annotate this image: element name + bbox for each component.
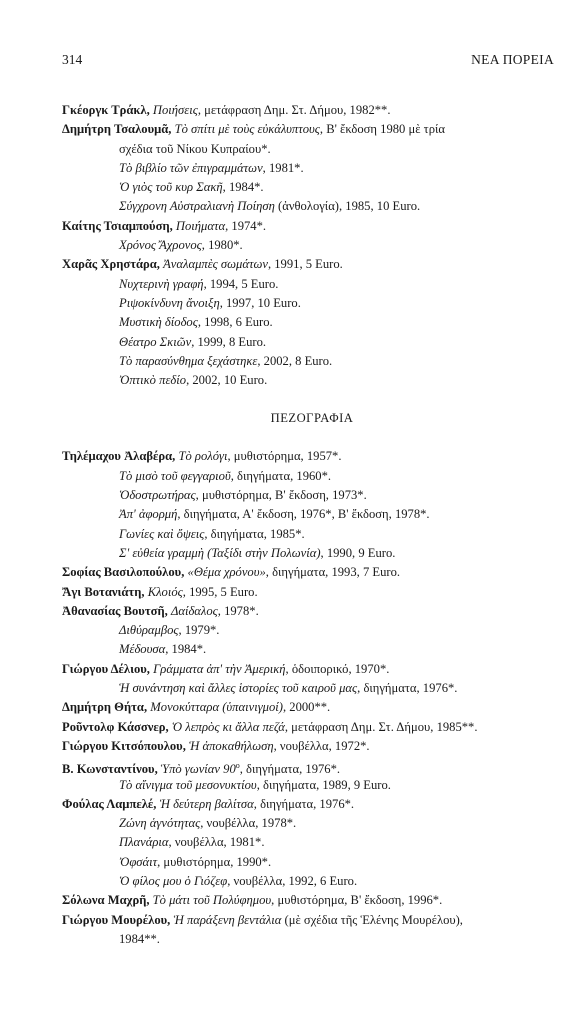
entry-title: Μονοκύτταρα (ὑπαινιγμοί)	[150, 700, 283, 715]
catalogue-entry	[62, 178, 562, 197]
entry-details: , 1995, 5 Euro.	[182, 584, 258, 599]
entry-details: , 2002, 10 Euro.	[186, 373, 268, 388]
entry-author: Β. Κωνσταντίνου,	[62, 762, 158, 777]
catalogue-entry	[62, 911, 562, 930]
catalogue-entry	[62, 583, 562, 602]
entry-title: Ὀπτικὸ πεδίο	[119, 373, 187, 388]
entry-details: , νουβέλλα, 1972*.	[273, 738, 370, 753]
entry-author: Τηλέμαχου Ἀλαβέρα,	[62, 449, 176, 464]
catalogue-entry	[62, 505, 562, 524]
entry-details: (ἀνθολογία), 1985, 10 Euro.	[274, 199, 421, 214]
entry-details: , νουβέλλα, 1978*.	[200, 816, 297, 831]
entry-details: , 1994, 5 Euro.	[203, 276, 279, 291]
entry-author: Γιώργου Κιτσόπουλου,	[62, 738, 186, 753]
entry-title: Ὁδοστρωτήρας	[119, 488, 196, 503]
entry-details: , 1984*.	[222, 180, 264, 195]
catalogue-entry	[62, 602, 562, 621]
entry-title: Τὸ βιβλίο τῶν ἐπιγραμμάτων	[119, 160, 263, 175]
entry-author: Φούλας Λαμπελέ,	[62, 796, 157, 811]
entry-title: Σύγχρονη Αὐστραλιανὴ Ποίηση	[119, 199, 275, 214]
entry-author: Γκέοργκ Τράκλ,	[62, 103, 150, 117]
entry-details: , μυθιστόρημα, Β' ἔκδοση, 1996*.	[271, 893, 443, 908]
prose-list	[62, 447, 562, 949]
entry-details: , 1984*.	[165, 642, 207, 657]
section-title: ΠΕΖΟΓΡΑΦΙΑ	[270, 411, 354, 426]
entry-title: Ἀναλαμπὲς σωμάτων	[163, 257, 268, 272]
catalogue-entry	[62, 525, 562, 544]
catalogue-entry	[62, 737, 562, 756]
entry-details: 1984**.	[119, 931, 160, 946]
catalogue-entry	[62, 621, 562, 640]
catalogue-entry	[62, 891, 562, 910]
entry-details: , 1974*.	[225, 218, 267, 233]
catalogue-entry	[62, 660, 562, 679]
entry-superscript: ο	[235, 761, 240, 771]
entry-title: Ὑπὸ γωνίαν 90	[160, 762, 236, 777]
catalogue-entry	[62, 814, 562, 833]
catalogue-entry	[62, 872, 562, 891]
entry-title: Νυχτερινὴ γραφή	[119, 276, 204, 291]
catalogue-entry	[62, 698, 562, 717]
entry-details: , 1991, 5 Euro.	[267, 257, 343, 272]
entry-title: Τὸ αἴνιγμα τοῦ μεσονυκτίου	[119, 777, 257, 792]
entry-title: Ὁ φίλος μου ὁ Γιόζεφ	[119, 873, 228, 888]
catalogue-entry	[62, 294, 562, 313]
catalogue-entry	[62, 756, 562, 775]
entry-title: Μέδουσα	[119, 642, 166, 657]
catalogue-entry	[62, 833, 562, 852]
entry-title: Τὸ παρασύνθημα ξεχάστηκε	[119, 353, 258, 368]
entry-title: Μυστικὴ δίοδος	[119, 315, 198, 330]
entry-author: Ροῦντολφ Κάσσνερ,	[62, 719, 169, 734]
entry-author: Καίτης Τσιαμπούση,	[62, 218, 173, 233]
entry-title: Τὸ μισὸ τοῦ φεγγαριοῦ	[119, 468, 231, 483]
entry-title: Τὸ μάτι τοῦ Πολύφημου	[152, 893, 272, 908]
entry-details: , 1978*.	[217, 603, 259, 618]
entry-title: Ριψοκίνδυνη ἄνοιξη	[119, 295, 220, 310]
entry-details: , 1990, 9 Euro.	[320, 545, 396, 560]
entry-title: Χρόνος Ἄχρονος	[119, 238, 202, 253]
entry-details: , διηγήματα, 1976*.	[253, 796, 355, 811]
catalogue-entry	[62, 275, 562, 294]
entry-author: Σόλωνα Μαχρῆ,	[62, 893, 150, 908]
catalogue-entry	[62, 140, 562, 159]
entry-title: Ὁ γιὸς τοῦ κυρ Σακῆ	[119, 180, 223, 195]
entry-author: Γιώργου Δέλιου,	[62, 661, 150, 676]
entry-details: , 1998, 6 Euro.	[197, 315, 273, 330]
entry-details: , 2000**.	[282, 700, 331, 715]
entry-author: Χαρᾶς Χρηστάρα,	[62, 257, 160, 272]
entry-details: , διηγήματα, 1993, 7 Euro.	[265, 565, 401, 580]
entry-title: Ἡ παράξενη βεντάλια	[173, 912, 282, 927]
entry-title: Ὁ λεπρὸς κι ἄλλα πεζά	[171, 719, 285, 734]
entry-details: , μετάφραση Δημ. Στ. Δήμου, 1982**.	[197, 103, 391, 117]
page-header	[62, 52, 554, 70]
entry-title: Ποιήσεις	[152, 103, 198, 117]
catalogue-entry	[62, 563, 562, 582]
entry-title: Πλανάρια	[119, 835, 169, 850]
entry-details: , 2002, 8 Euro.	[257, 353, 333, 368]
entry-details: , 1999, 8 Euro.	[191, 334, 267, 349]
running-head: ΝΕΑ ΠΟΡΕΙΑ	[471, 52, 554, 67]
entry-details: , 1997, 10 Euro.	[219, 295, 301, 310]
entry-author: Γιώργου Μουρέλου,	[62, 912, 171, 927]
catalogue-entry	[62, 313, 562, 332]
catalogue-entry	[62, 333, 562, 352]
entry-details: , διηγήματα, 1960*.	[230, 468, 332, 483]
entry-details: , μυθιστόρημα, Β' ἔκδοση, 1973*.	[195, 488, 367, 503]
catalogue-entry	[62, 236, 562, 255]
entry-title: «Θέμα χρόνου»	[187, 565, 266, 580]
poetry-list	[62, 101, 562, 390]
entry-title: Τὸ ρολόγι	[178, 449, 228, 464]
catalogue-entry	[62, 217, 562, 236]
entry-details: , διηγήματα, 1985*.	[204, 526, 305, 541]
catalogue-entry	[62, 101, 562, 120]
entry-details: , 1979*.	[178, 623, 220, 638]
entry-title: Γωνίες καὶ ὄψεις	[119, 526, 205, 541]
entry-details: , ὁδοιπορικό, 1970*.	[285, 661, 390, 676]
entry-title: Σ' εὐθεία γραμμὴ (Ταξίδι στὴν Πολωνία)	[119, 545, 321, 560]
entry-details: , μετάφραση Δημ. Στ. Δήμου, 1985**.	[284, 719, 478, 734]
catalogue-entry	[62, 930, 562, 949]
catalogue-entry	[62, 776, 562, 795]
catalogue-listing	[62, 101, 562, 949]
catalogue-entry	[62, 197, 562, 216]
catalogue-entry	[62, 352, 562, 371]
entry-title: Τὸ σπίτι μὲ τοὺς εὐκάλυπτους	[174, 122, 320, 137]
entry-details: σχέδια τοῦ Νίκου Κυπραίου*.	[119, 141, 271, 156]
catalogue-entry	[62, 447, 562, 466]
catalogue-entry	[62, 679, 562, 698]
entry-details: , διηγήματα, 1976*.	[239, 762, 341, 777]
catalogue-entry	[62, 255, 562, 274]
entry-details: , διηγήματα, Α' ἔκδοση, 1976*, Β' ἔκδοση, 1978*.	[177, 507, 430, 522]
entry-title: Ἡ δεύτερη βαλίτσα	[159, 796, 254, 811]
entry-title: Ἡ συνάντηση καὶ ἄλλες ἱστορίες τοῦ καιροῦ μας	[119, 681, 358, 696]
entry-details: (μὲ σχέδια τῆς Ἑλένης Μουρέλου),	[281, 912, 463, 927]
catalogue-entry	[62, 159, 562, 178]
entry-details: , Β' ἔκδοση 1980 μὲ τρία	[319, 122, 446, 137]
entry-details: , νουβέλλα, 1992, 6 Euro.	[227, 873, 358, 888]
catalogue-entry	[62, 486, 562, 505]
entry-details: , 1981*.	[262, 160, 304, 175]
page-number: 314	[62, 52, 83, 67]
catalogue-entry	[62, 120, 562, 139]
entry-details: , μυθιστόρημα, 1957*.	[227, 449, 342, 464]
catalogue-entry	[62, 718, 562, 737]
catalogue-entry	[62, 795, 562, 814]
catalogue-entry	[62, 371, 562, 390]
entry-title: Ἀπ' ἀφορμή	[119, 507, 178, 522]
entry-details: , 1980*.	[201, 238, 243, 253]
entry-author: Δημήτρη Θήτα,	[62, 700, 148, 715]
catalogue-entry	[62, 640, 562, 659]
entry-title: Δαίδαλος	[170, 603, 218, 618]
entry-title: Θέατρο Σκιῶν	[119, 334, 192, 349]
entry-title: Ὀφσάιτ	[119, 854, 158, 869]
catalogue-entry	[62, 853, 562, 872]
entry-title: Ζώνη ἁγνότητας	[119, 816, 201, 831]
catalogue-entry	[62, 544, 562, 563]
entry-details: , μυθιστόρημα, 1990*.	[157, 854, 272, 869]
entry-author: Ἄγι Βοτανιάτη,	[62, 584, 145, 599]
entry-title: Ἡ ἀποκαθήλωση	[189, 738, 274, 753]
entry-title: Ποιήματα	[175, 218, 226, 233]
catalogue-entry	[62, 467, 562, 486]
entry-author: Σοφίας Βασιλοπούλου,	[62, 565, 185, 580]
entry-author: Ἀθανασίας Βουτσῆ,	[62, 603, 168, 618]
entry-title: Κλοιός	[147, 584, 183, 599]
entry-title: Διθύραμβος	[119, 623, 179, 638]
entry-details: , νουβέλλα, 1981*.	[168, 835, 265, 850]
entry-details: , διηγήματα, 1976*.	[357, 681, 458, 696]
entry-author: Δημήτρη Τσαλουμᾶ,	[62, 122, 172, 137]
entry-title: Γράμματα ἀπ' τὴν Ἀμερική	[153, 661, 286, 676]
entry-details: , διηγήματα, 1989, 9 Euro.	[256, 777, 391, 792]
